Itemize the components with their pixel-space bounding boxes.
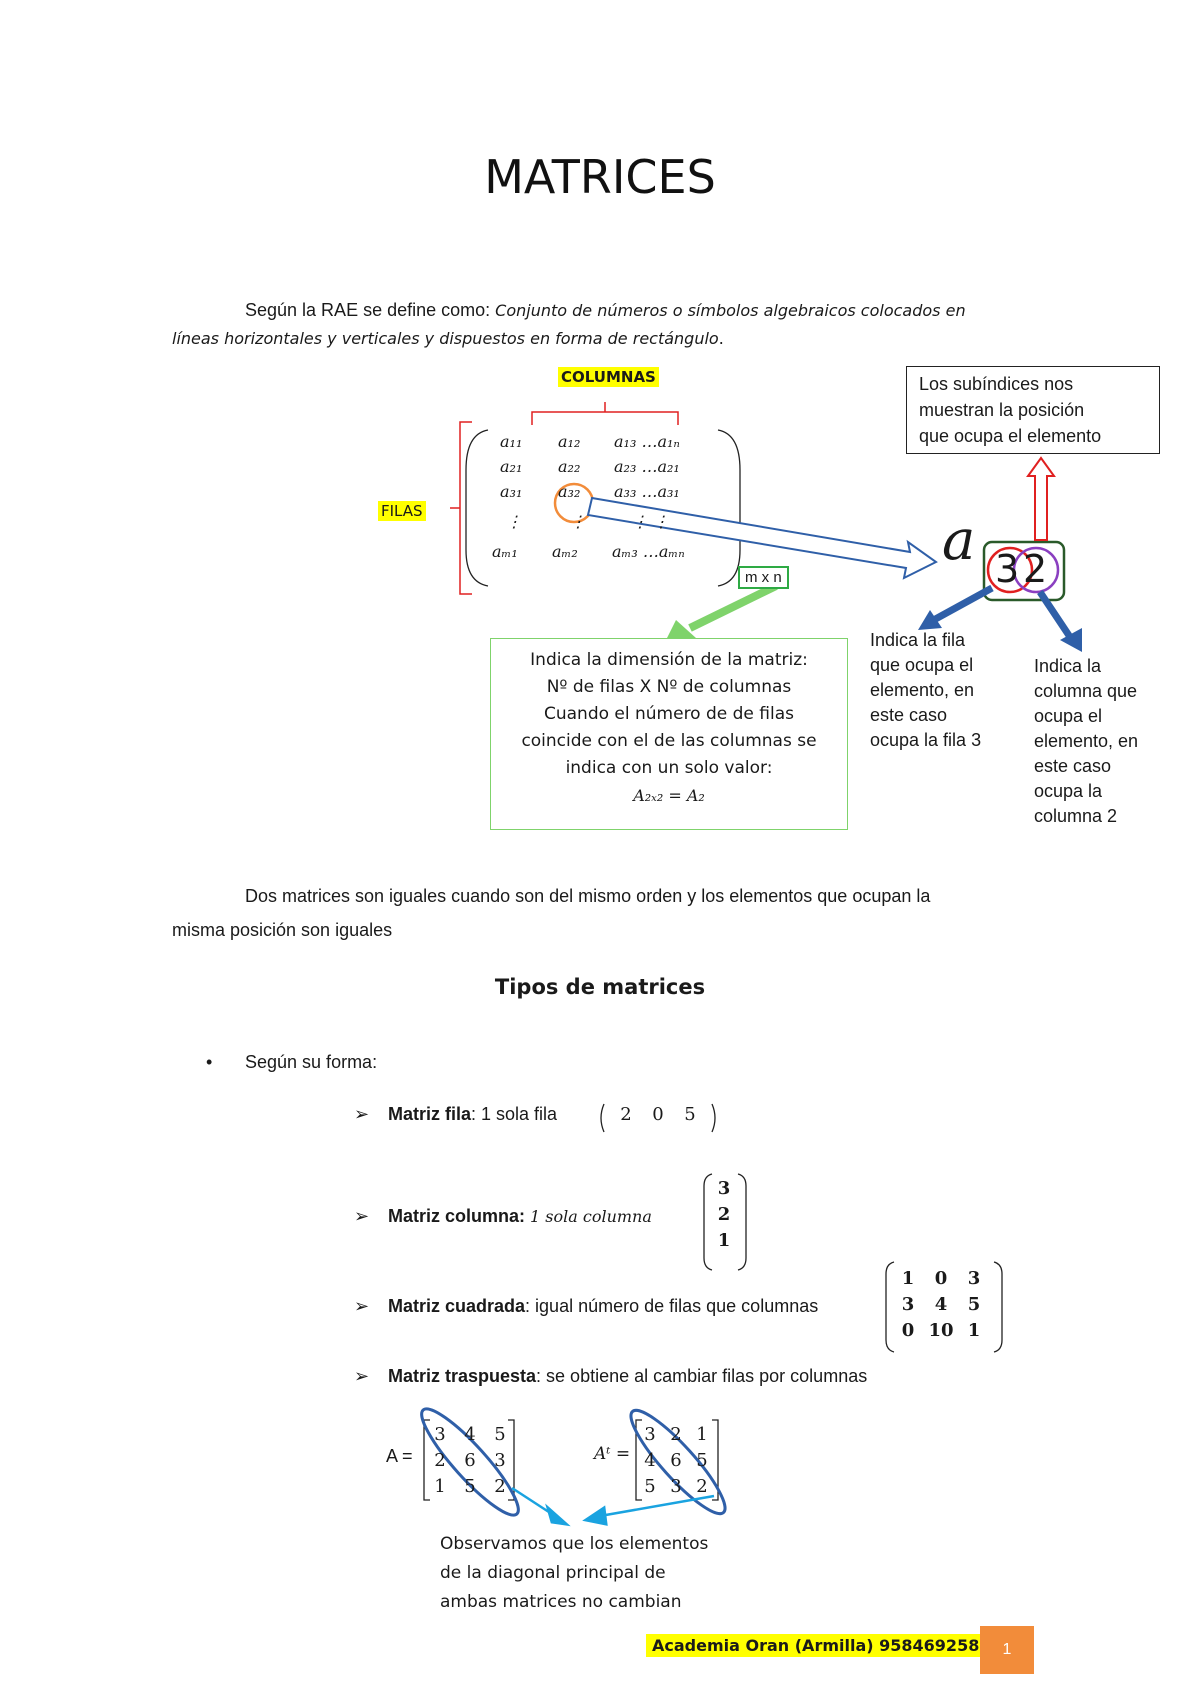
matrix-at: 3 2 1 4 6 5 5 3 2: [644, 1424, 708, 1497]
arrow-bullet-icon: ➢: [354, 1206, 370, 1226]
dimension-formula: A₂ₓ₂ = A₂: [633, 786, 705, 805]
matrix-row-1: a₁₁ a₁₂ a₁₃ …a₁ₙ: [500, 432, 680, 451]
matrix-row-2: a₂₁ a₂₂ a₂₃ …a₂₁: [500, 457, 680, 476]
column-matrix-item: Matriz columna: 1 sola columna: [388, 1206, 652, 1226]
square-matrix-item: Matriz cuadrada: igual número de filas que columnas: [388, 1296, 819, 1316]
big-element-col-index: 2: [1023, 547, 1048, 591]
matrix-left-paren: [466, 430, 488, 586]
matrix-at-label: Aᵗ =: [594, 1444, 631, 1464]
page-title: MATRICES: [484, 150, 716, 204]
row-index-note: Indica la fila que ocupa el elemento, en este caso ocupa la fila 3: [870, 630, 982, 750]
arrow-bullet-icon: ➢: [354, 1296, 370, 1316]
columns-label: COLUMNAS: [558, 368, 659, 387]
square-matrix: 1 0 3 3 4 5 0 10 1: [901, 1268, 981, 1341]
shape-bullet: Según su forma:: [245, 1052, 378, 1072]
matrix-row-3: a₃₁ a₃₂ a₃₃ …a₃₁: [500, 482, 680, 501]
types-heading: Tipos de matrices: [494, 975, 706, 999]
definition-line-1: Conjunto de números o símbolos algebraicos colocados en: [495, 301, 966, 320]
definition-line-2: líneas horizontales y verticales y dispuestos en forma de rectángulo: [172, 329, 719, 348]
equality-line-1: Dos matrices son iguales cuando son del mismo orden y los elementos que ocupan la: [245, 886, 931, 906]
subindex-info-box: Los subíndices nos muestran la posición que ocupa el elemento: [906, 366, 1160, 454]
page-number: 1: [980, 1626, 1034, 1674]
equality-line-2: misma posición son iguales: [172, 920, 393, 940]
matrix-row-dots: ⋮ ⋮ ⋮ ⋮: [506, 512, 670, 531]
rows-label: FILAS: [378, 502, 426, 521]
row-matrix-item: Matriz fila: 1 sola fila: [388, 1104, 558, 1124]
dimension-info-box: Indica la dimensión de la matriz: Nº de filas X Nº de columnas Cuando el número de de filas coincide con el de las columnas se indica con un solo valor: A₂ₓ₂ = A₂: [490, 638, 848, 830]
up-arrow-icon: [1028, 458, 1054, 540]
arrow-bullet-icon: ➢: [354, 1366, 370, 1386]
big-element-row-index: 3: [995, 547, 1020, 591]
footer-contact: Academia Oran (Armilla) 958469258: [646, 1636, 985, 1656]
row-matrix: 2 0 5: [620, 1104, 696, 1125]
arrow-bullet-icon: ➢: [354, 1104, 370, 1124]
big-element-letter: a: [942, 508, 976, 573]
dimension-tag: m x n: [738, 566, 789, 589]
row-arrow-line: [930, 588, 992, 622]
observation-note: Observamos que los elementos de la diagonal principal de ambas matrices no cambian: [440, 1534, 709, 1612]
bullet-icon: •: [206, 1052, 213, 1072]
matrix-right-paren: [718, 430, 740, 586]
columns-brace: [532, 402, 678, 425]
matrix-row-m: aₘ₁ aₘ₂ aₘ₃ …aₘₙ: [492, 542, 685, 561]
column-matrix: 3 2 1: [717, 1178, 731, 1251]
intro-suffix: .: [718, 328, 724, 348]
matrix-a: 3 4 5 2 6 3 1 5 2: [434, 1424, 506, 1497]
transpose-item: Matriz traspuesta: se obtiene al cambiar filas por columnas: [388, 1366, 868, 1386]
dimension-arrow-line: [690, 586, 776, 628]
intro-prefix: Según la RAE se define como:: [245, 300, 496, 320]
col-index-note: Indica la columna que ocupa el elemento, en este caso ocupa la columna 2: [1034, 656, 1139, 826]
matrix-a-label: A =: [386, 1446, 413, 1466]
general-matrix: [492, 432, 720, 567]
